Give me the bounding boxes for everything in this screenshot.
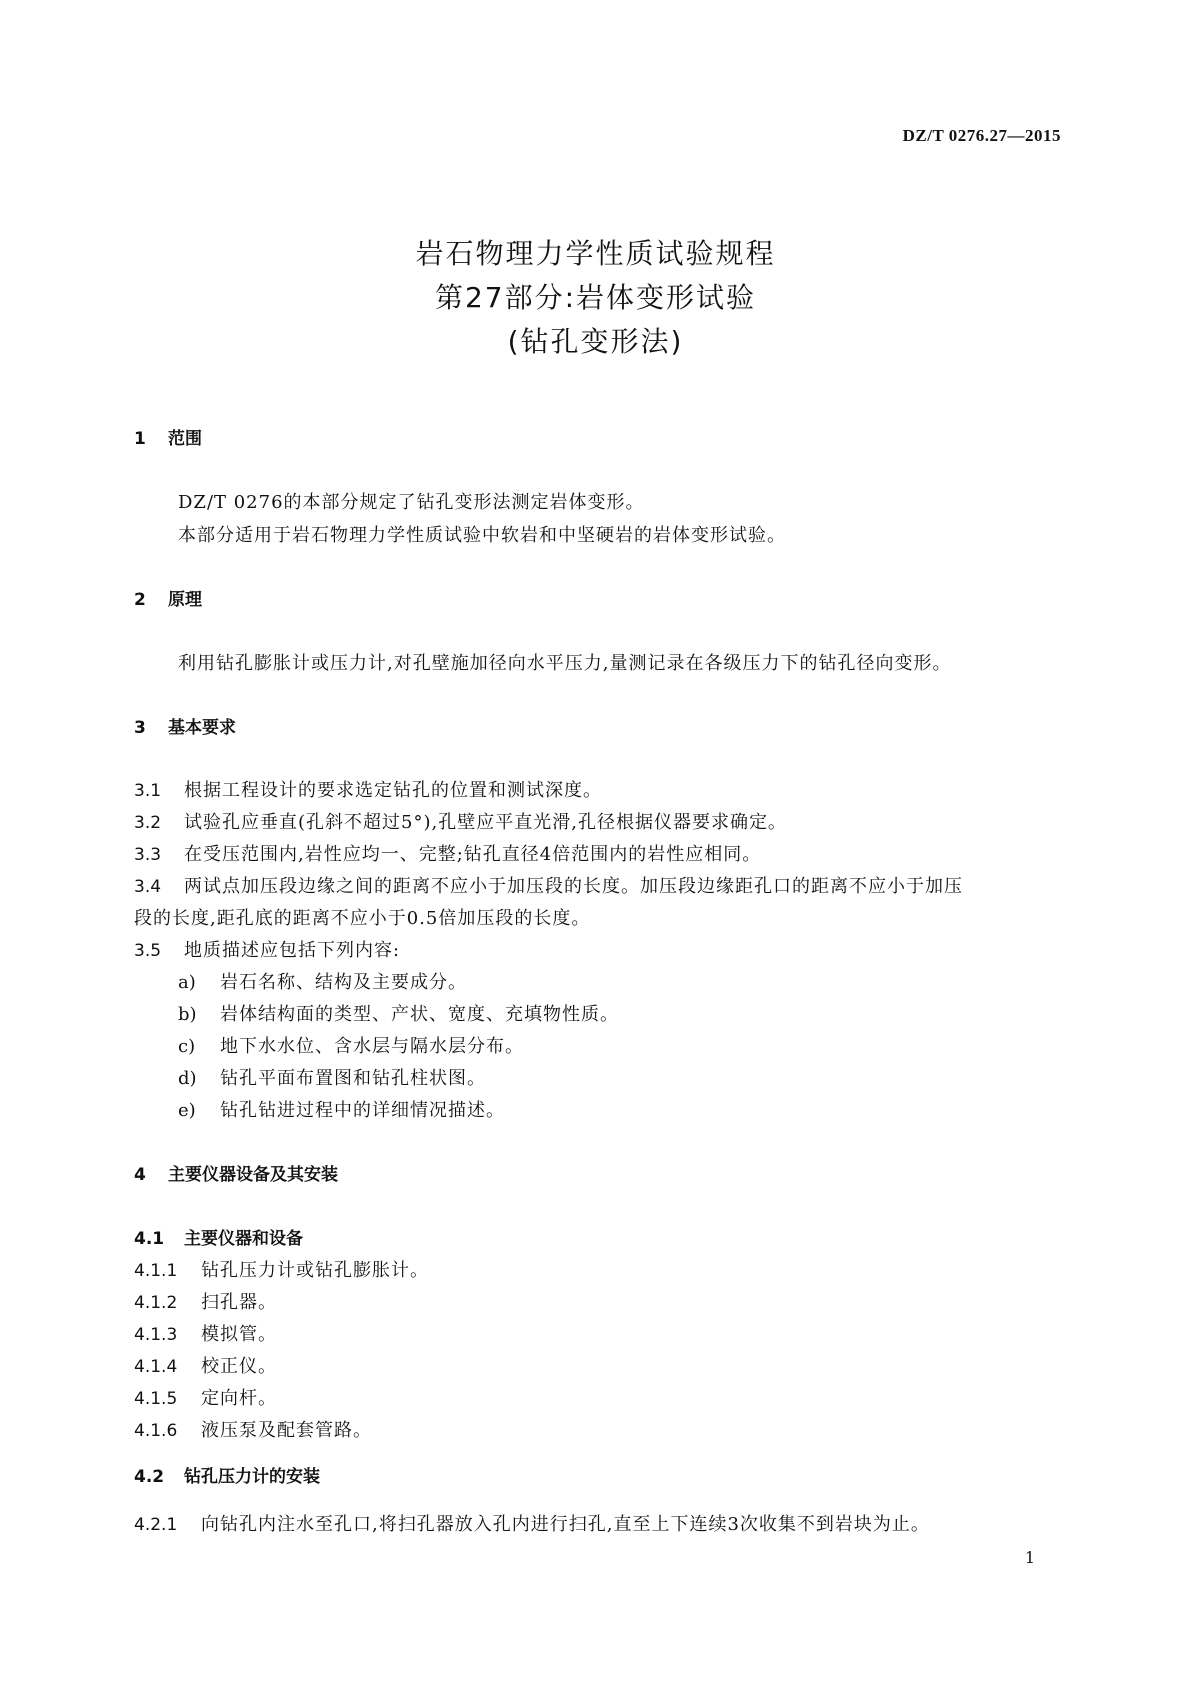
list-item bbox=[178, 1064, 486, 1090]
clause bbox=[134, 872, 963, 898]
section-heading-instruments bbox=[134, 1160, 338, 1185]
list-marker: c) bbox=[178, 1036, 196, 1057]
section-title: 主要仪器设备及其安装 bbox=[168, 1165, 338, 1185]
clause-text: 根据工程设计的要求选定钻孔的位置和测试深度。 bbox=[184, 780, 602, 801]
list-marker: a) bbox=[178, 972, 196, 993]
list-marker: b) bbox=[178, 1004, 197, 1025]
clause bbox=[134, 936, 400, 962]
list-item bbox=[178, 1096, 505, 1122]
item-text: 定向杆。 bbox=[201, 1388, 277, 1409]
item-number: 4.1.6 bbox=[134, 1421, 178, 1441]
section-heading-scope bbox=[134, 424, 202, 449]
subsection-title: 钻孔压力计的安装 bbox=[184, 1467, 320, 1487]
clause-number: 3.4 bbox=[134, 877, 162, 897]
paragraph: 利用钻孔膨胀计或压力计,对孔壁施加径向水平压力,量测记录在各级压力下的钻孔径向变形。 bbox=[178, 653, 952, 674]
clause-text: 两试点加压段边缘之间的距离不应小于加压段的长度。加压段边缘距孔口的距离不应小于加压 bbox=[184, 876, 963, 897]
equipment-item bbox=[134, 1320, 277, 1346]
list-item bbox=[178, 1000, 619, 1026]
item-number: 4.1.3 bbox=[134, 1325, 178, 1345]
subsection-number: 4.1 bbox=[134, 1229, 165, 1249]
section-title: 范围 bbox=[168, 429, 202, 449]
section-title: 原理 bbox=[168, 590, 202, 610]
document-subtitle: 第27部分:岩体变形试验 bbox=[434, 281, 757, 314]
clause bbox=[134, 808, 787, 834]
item-number: 4.1.1 bbox=[134, 1261, 178, 1281]
clause-text: 试验孔应垂直(孔斜不超过5°),孔壁应平直光滑,孔径根据仪器要求确定。 bbox=[184, 812, 787, 833]
list-item bbox=[178, 1032, 524, 1058]
clause bbox=[134, 840, 761, 866]
item-text: 液压泵及配套管路。 bbox=[201, 1420, 372, 1441]
list-text: 地下水水位、含水层与隔水层分布。 bbox=[220, 1036, 524, 1057]
item-text: 模拟管。 bbox=[201, 1324, 277, 1345]
clause-continuation: 段的长度,距孔底的距离不应小于0.5倍加压段的长度。 bbox=[134, 908, 591, 929]
equipment-item bbox=[134, 1384, 277, 1410]
list-item bbox=[178, 968, 467, 994]
list-marker: d) bbox=[178, 1068, 197, 1089]
section-title: 基本要求 bbox=[168, 718, 236, 738]
clause-number: 3.5 bbox=[134, 941, 162, 961]
list-text: 钻孔钻进过程中的详细情况描述。 bbox=[220, 1100, 505, 1121]
list-text: 岩体结构面的类型、产状、宽度、充填物性质。 bbox=[220, 1004, 619, 1025]
standard-code: DZ/T 0276.27—2015 bbox=[902, 126, 1061, 145]
paragraph: 本部分适用于岩石物理力学性质试验中软岩和中坚硬岩的岩体变形试验。 bbox=[178, 525, 786, 546]
clause-text: 在受压范围内,岩性应均一、完整;钻孔直径4倍范围内的岩性应相同。 bbox=[184, 844, 762, 865]
clause-text: 地质描述应包括下列内容: bbox=[184, 940, 401, 961]
section-number: 2 bbox=[134, 590, 146, 610]
item-number: 4.2.1 bbox=[134, 1515, 178, 1535]
item-number: 4.1.2 bbox=[134, 1293, 178, 1313]
subsection-number: 4.2 bbox=[134, 1467, 165, 1487]
section-number: 1 bbox=[134, 429, 146, 449]
section-heading-basic-requirements bbox=[134, 713, 236, 738]
section-heading-principle bbox=[134, 585, 202, 610]
equipment-item bbox=[134, 1416, 372, 1442]
clause-number: 3.2 bbox=[134, 813, 162, 833]
item-number: 4.1.4 bbox=[134, 1357, 178, 1377]
page-number: 1 bbox=[1024, 1548, 1035, 1567]
subsection-heading bbox=[134, 1224, 303, 1249]
subsection-title: 主要仪器和设备 bbox=[184, 1229, 303, 1249]
paragraph: DZ/T 0276的本部分规定了钻孔变形法测定岩体变形。 bbox=[178, 492, 645, 513]
list-text: 岩石名称、结构及主要成分。 bbox=[220, 972, 467, 993]
document-subtitle-method: (钻孔变形法) bbox=[507, 325, 684, 358]
subsection-heading bbox=[134, 1462, 320, 1487]
equipment-item bbox=[134, 1256, 429, 1282]
item-number: 4.1.5 bbox=[134, 1389, 178, 1409]
clause-number: 3.3 bbox=[134, 845, 162, 865]
list-marker: e) bbox=[178, 1100, 196, 1121]
document-title: 岩石物理力学性质试验规程 bbox=[415, 237, 776, 270]
equipment-item bbox=[134, 1352, 277, 1378]
item-text: 扫孔器。 bbox=[201, 1292, 277, 1313]
equipment-item bbox=[134, 1288, 277, 1314]
item-text: 钻孔压力计或钻孔膨胀计。 bbox=[201, 1260, 429, 1281]
installation-step bbox=[134, 1510, 930, 1536]
section-number: 4 bbox=[134, 1165, 146, 1185]
item-text: 校正仪。 bbox=[201, 1356, 277, 1377]
clause-number: 3.1 bbox=[134, 781, 162, 801]
section-number: 3 bbox=[134, 718, 146, 738]
item-text: 向钻孔内注水至孔口,将扫孔器放入孔内进行扫孔,直至上下连续3次收集不到岩块为止。 bbox=[201, 1514, 930, 1535]
list-text: 钻孔平面布置图和钻孔柱状图。 bbox=[220, 1068, 486, 1089]
clause bbox=[134, 776, 602, 802]
